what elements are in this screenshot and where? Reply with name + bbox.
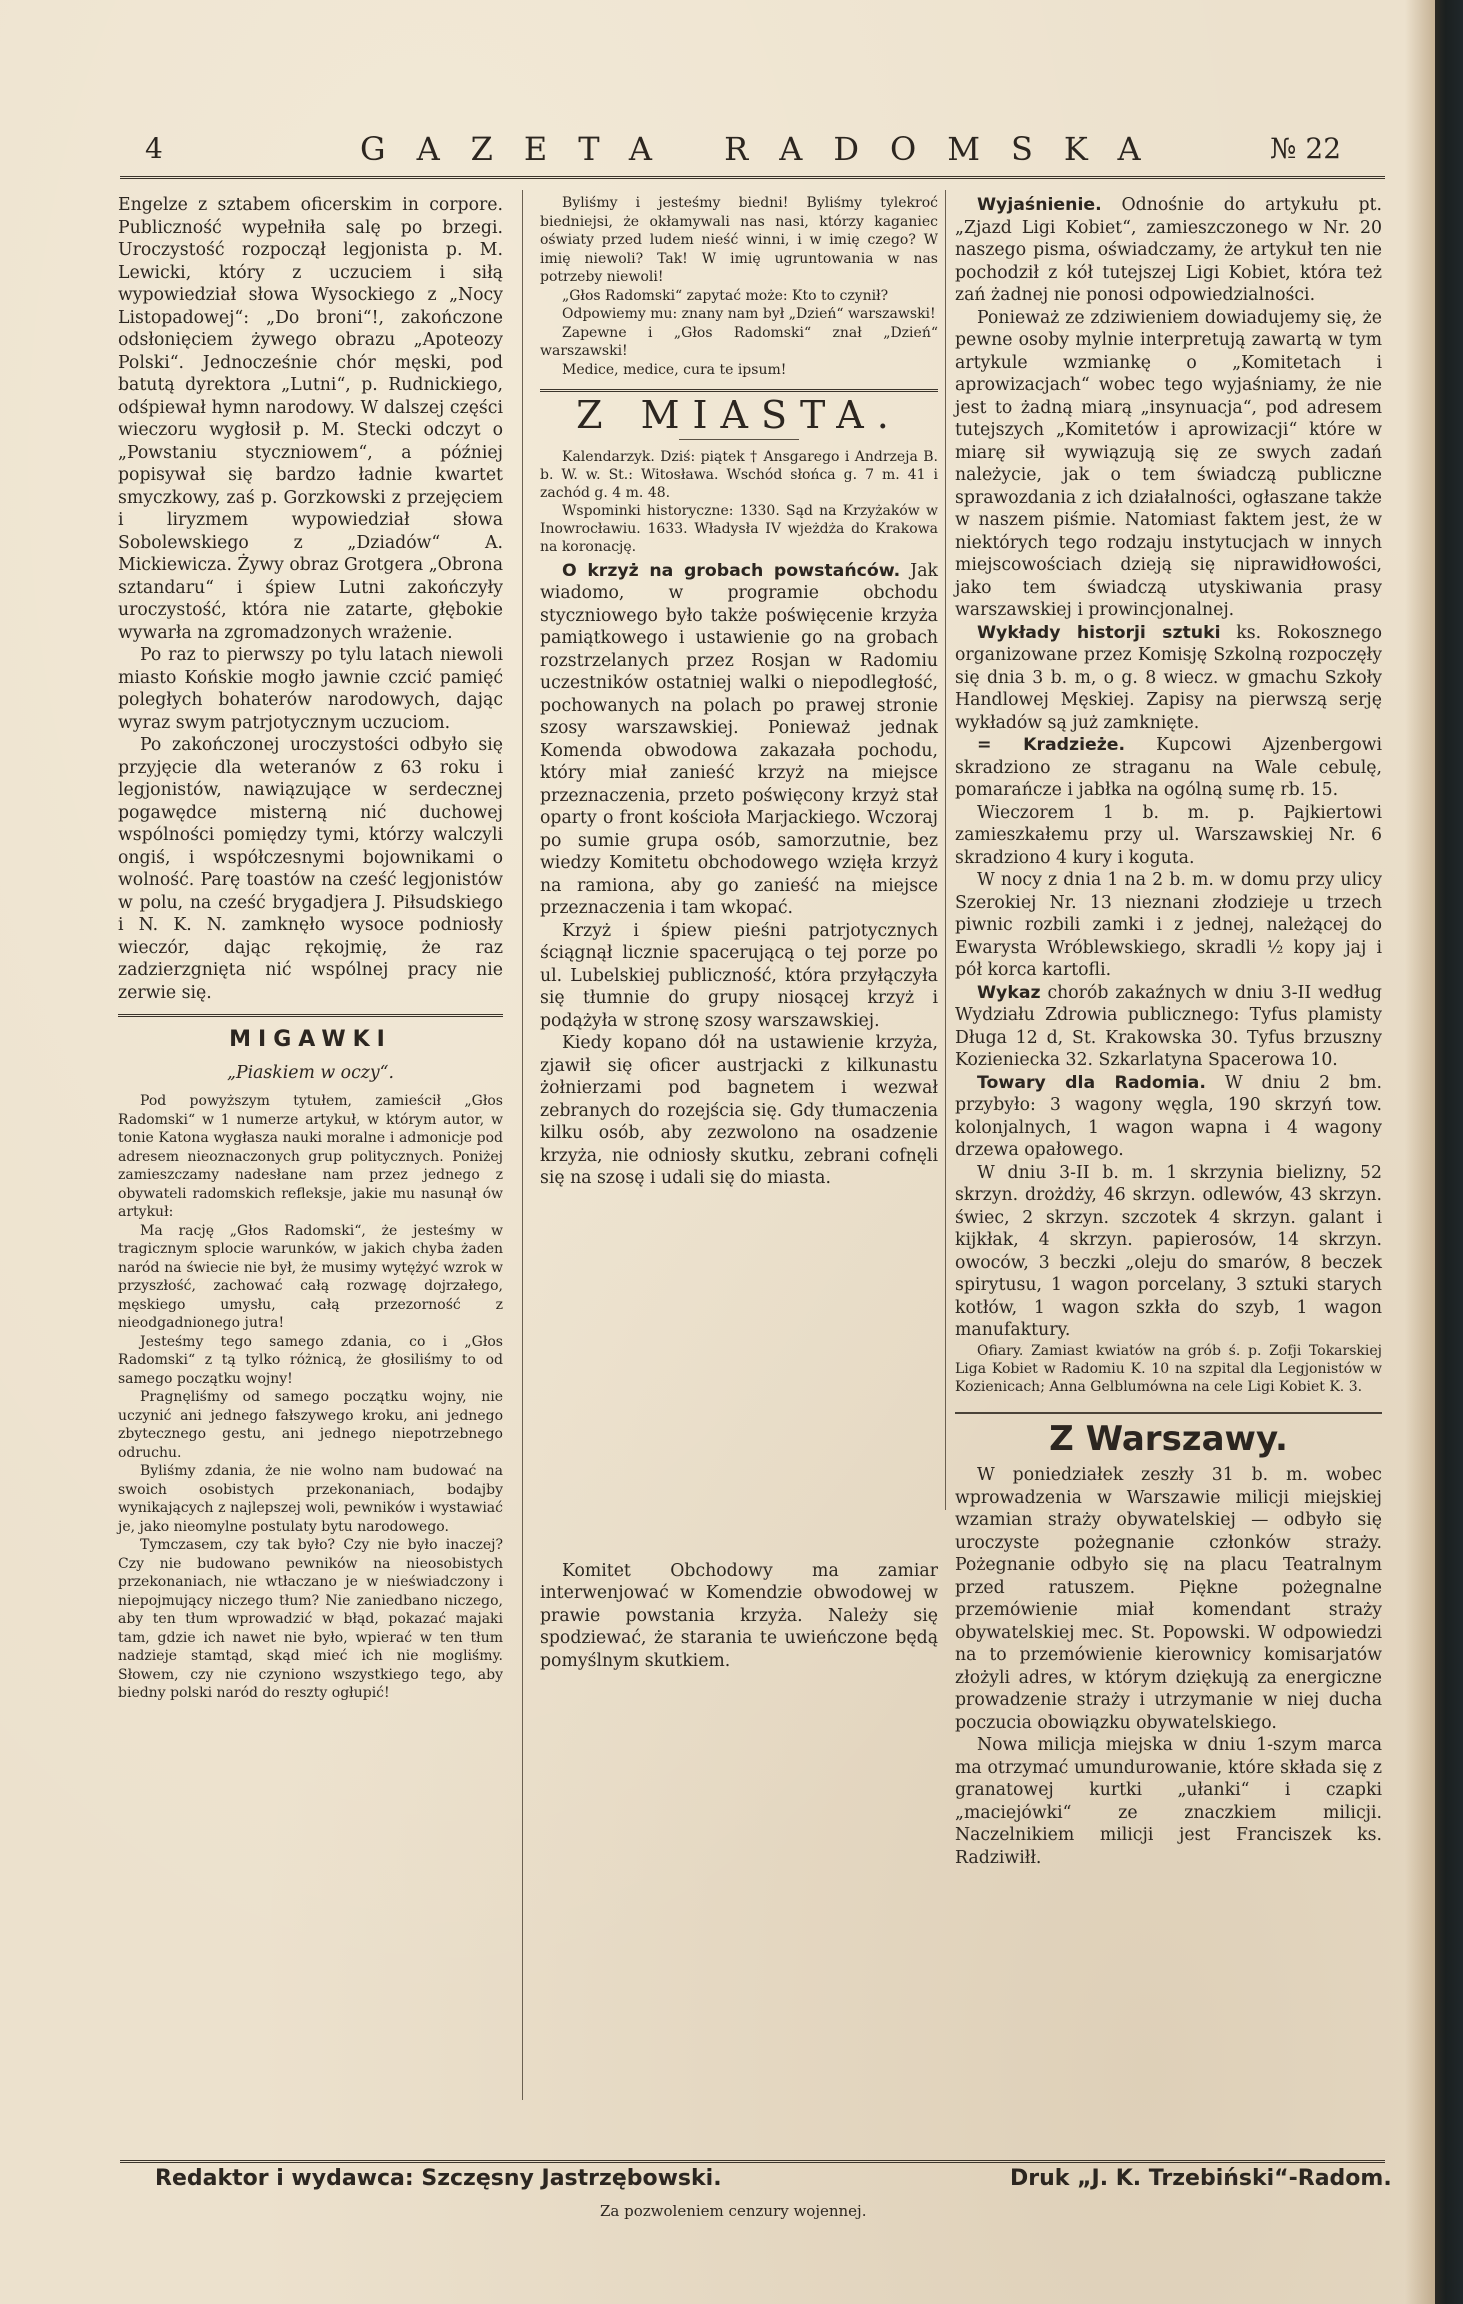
paragraph: W dniu 2 bm. przybyło: 3 wagony węgla, 190 skrzyń tow. kolonjalnych, 1 wagon wapna i 4 wagony drzewa opałowego.: [955, 1072, 1383, 1160]
paragraph: Tymczasem, czy tak było? Czy nie było inaczej? Czy nie budowano pewników na nieosobistych przekonaniach, nie wtłaczano je w nieświadczony i niepojmujący niczego tłum? Nie zaniedbano niczego, aby ten tłum wprowadzić w błąd, pokazać majaki tam, gdzie ich nawet nie było, wpierać w ten tłum nadzieje stamtąd, skąd mieć ich nie mogliśmy. Słowem, czy nie czyniono wszystkiego tego, aby biedny polski naród do reszty ogłupić!: [118, 1537, 503, 1701]
header-rule: [120, 176, 1385, 179]
paragraph: Krzyż i śpiew pieśni patrjotycznych ściągnął licznie spacerującą o tej porze po ul. Lubelskiej publiczność, która przyłączyła się tłumnie do grupy niosącej krzyż i podążyła w stronę szosy warszawskiej.: [540, 920, 938, 1031]
section-rule: [118, 1014, 503, 1017]
paragraph: ks. Rokosznego organizowane przez Komisję Szkolną rozpoczęły się dnia 3 b. m, o g. 8 wiecz. w gmachu Szkoły Handlowej Męskiej. Zapisy na pierwszą serję wykładów są już zamknięte.: [955, 622, 1383, 733]
paragraph: Po raz to pierwszy po tylu latach niewoli miasto Końskie mogło jawnie czcić pamięć poległych bohaterów narodowych, dając wyraz swym patrjotycznym uczuciom.: [118, 645, 503, 733]
paragraph: Po zakończonej uroczystości odbyło się przyjęcie dla weteranów z 63 roku i legjonistów, nawiązujące w serdecznej pogawędce misterną nić duchowej wspólności pomiędzy tymi, którzy walczyli ongiś, i współczesnymi bojownikami o wolność. Parę toastów na cześć legjonistów w polu, na cześć brygadjera J. Piłsudskiego i N. K. N. zamknęło wysoce podniosły wieczór, dając rękojmię, że raz zadzierzgnięta nić wspólnej pracy nie zerwie się.: [118, 735, 503, 1003]
short-rule: [679, 439, 799, 440]
footer-rule: [120, 2160, 1385, 2163]
paragraph: Byliśmy zdania, że nie wolno nam budować na swoich osobistych przekonaniach, bodajby wynikających z najlepszej woli, pewników i wystawiać je, jako nieomylne postulaty bytu narodowego.: [118, 1463, 503, 1535]
page-edge-shadow: [1405, 0, 1435, 2304]
paragraph: Odnośnie do artykułu pt. „Zjazd Ligi Kobiet“, zamieszczonego w Nr. 20 naszego pisma, oświadczamy, że artykuł ten nie pochodził z kół tutejszej Ligi Kobiet, która też zań żadnej nie ponosi odpowiedzialności.: [955, 195, 1382, 305]
article-lead: Wykaz: [977, 982, 1041, 1003]
paragraph: Byliśmy i jesteśmy biedni! Byliśmy tylekroć biedniejsi, że okłamywali nas nasi, którzy kaganiec oświaty przed ludem nieść winni, i w imię czego? W imię niewoli? Tak! W imię ugruntowania w nas potrzeby niewoli!: [540, 195, 938, 285]
paragraph: W dniu 3-II b. m. 1 skrzynia bielizny, 52 skrzyn. drożdży, 46 skrzyn. odlewów, 43 skrzyn. świec, 2 skrzyn. szczotek 4 skrzyn. galant i kijkłak, 4 skrzyn. papierosów, 14 skrzyn. owoców, 3 beczki „oleju do smarów, 8 beczek spirytusu, 1 wagon porcelany, 3 sztuki starych kotłów, 1 wagon szkła do szyb, 1 wagon manufaktury.: [955, 1162, 1382, 1340]
blank-space: [540, 1190, 938, 1560]
wspominki: Wspominki historyczne: 1330. Sąd na Krzyżaków w Inowrocławiu. 1633. Władysła IV wjeżdża do Krakowa na koronację.: [540, 502, 938, 555]
editor-credit: Redaktor i wydawca: Szczęsny Jastrzębowski.: [155, 2166, 722, 2191]
paragraph: „Głos Radomski“ zapytać może: Kto to czynił?: [562, 287, 889, 304]
paragraph: Pragnęliśmy od samego początku wojny, nie uczynić ani jednego fałszywego kroku, ani jednego zbytecznego gestu, ani jednego niepotrzebnego odruchu.: [118, 1389, 503, 1461]
censorship-note: Za pozwoleniem cenzury wojennej.: [600, 2202, 867, 2220]
paragraph: Odpowiemy mu: znany nam był „Dzień“ warszawski!: [562, 306, 936, 322]
section-title: Z MIASTA.: [576, 393, 902, 437]
paragraph: Wieczorem 1 b. m. p. Pajkiertowi zamieszkałemu przy ul. Warszawskiej Nr. 6 skradziono 4 kury i koguta.: [955, 802, 1382, 868]
paragraph: Kupcowi Ajzenbergowi skradziono ze straganu na Wale cebulę, pomarańcze i jabłka na ogólną sumę rb. 15.: [955, 735, 1382, 800]
paragraph: Engelze z sztabem oficerskim in corpore. Publiczność wypełniła salę po brzegi. Uroczystość rozpoczął legjonista p. M. Lewicki, który z uczuciem i siłą wypowiedział słowa Wysockiego z „Nocy Listopadowej“: „Do broni“!, zakończone odsłonięciem żywego obrazu „Apoteozy Polski“. Jednocześnie chór męski, pod batutą dyrektora „Lutni“, p. Rudnickiego, odśpiewał hymn narodowy. W dalszej części wieczoru wygłosił p. M. Stecki odczyt o „Powstaniu styczniowem“, a później popisywał się bardzo ładnie kwartet smyczkowy, zaś p. Gorzkowski z przejęciem i liryzmem wypowiedział słowa Sobolewskiego z „Dziadów“ A. Mickiewicza. Żywy obraz Grotgera „Obrona sztandaru“ i śpiew Lutni zakończyły uroczystość, która nie zatarte, głębokie wywarła na zgromadzonych wrażenie.: [118, 195, 504, 643]
paragraph: Ponieważ ze zdziwieniem dowiadujemy się, że pewne osoby mylnie interpretują zawartą w tym artykule wzmiankę o „Komitetach i aprowizacjach“ wobec tego wyjaśniamy, że nie jest to żadną miarą „insynuacja“, pod adresem tutejszych „Komitetów i aprowizacji“ które w miarę sił wywiązują się ze swych zadań należycie, jak o tem świadczą publiczne sprawozdania z ich działalności, ogłaszane także w naszem piśmie. Natomiast faktem jest, że w niektórych tego rodzaju instytucjach w innych miejscowościach dzieją się niprawidłowości, jako tem świadczą utyskiwania prasy warszawskiej i prowincjonalnej.: [955, 307, 1382, 620]
column-divider-2: [945, 190, 946, 1510]
paragraph: Jesteśmy tego samego zdania, co i „Głos Radomski“ z tą tylko różnicą, że głosiliśmy to od samego początku wojny!: [118, 1333, 503, 1387]
migawki-heading: MIGAWKI: [229, 1027, 392, 1052]
masthead-title: GAZETA RADOMSKA: [360, 130, 1172, 168]
paragraph: W nocy z dnia 1 na 2 b. m. w domu przy ulicy Szerokiej Nr. 13 nieznani złodzieje u trzech piwnic rozbili zamki i z jednej, należącej do Ewarysta Wróblewskiego, skradli ½ kopy jaj i pół korca kartofli.: [955, 870, 1382, 980]
article-lead: Wykłady historji sztuki: [977, 622, 1221, 643]
issue-number: № 22: [1270, 132, 1342, 165]
paragraph: Komitet Obchodowy ma zamiar interwenjować w Komendzie obwodowej w prawie powstania krzyża. Należy się spodziewać, że starania te uwieńczone będą pomyślnym skutkiem.: [540, 1560, 938, 1671]
column-divider-1: [522, 190, 523, 2100]
paragraph: Zapewne i „Głos Radomski“ znał „Dzień“ warszawski!: [540, 324, 938, 359]
paragraph: Kiedy kopano dół na ustawienie krzyża, zjawił się oficer austrjacki z kilkunastu żołnierzami pod bagnetem i wezwał zebranych do rozejścia się. Gdy tłumaczenia kilku osób, aby zezwolono na osadzenie krzyża, nie odniosły skutku, zebrani cofnęli się na szosę i udali się do miasta.: [540, 1033, 938, 1188]
paragraph: Jak wiadomo, w programie obchodu styczniowego było także poświęcenie krzyża pamiątkowego i ustawienie go na grobach rozstrzelanych przez Rosjan w Radomiu uczestników ostatniej walki o niepodległość, pochowanych na polach po prawej stronie szosy warszawskiej. Ponieważ jednak Komenda obwodowa zakazała pochodu, który miał zanieść krzyż na miejsce przeznaczenia, przeto poświęcony krzyż stał oparty o front kościoła Marjackiego. Wczoraj po sumie grupa osób, samorzutnie, bez wiedzy Komitetu obchodowego wzięła krzyż na ramiona, aby go zanieść na miejsce przeznaczenia i tam wkopać.: [540, 560, 938, 918]
section-title: Z Warszawy.: [1049, 1418, 1288, 1459]
kalendarzyk: Kalendarzyk. Dziś: piątek † Ansgarego i Andrzeja B. b. W. w. St.: Witosława. Wschód słońca g. 7 m. 41 i zachód g. 4 m. 48.: [540, 448, 938, 501]
column-1: [118, 194, 503, 1703]
article-subtitle: „Piaskiem w oczy“.: [227, 1062, 394, 1083]
paragraph: Pod powyższym tytułem, zamieścił „Głos Radomski“ w 1 numerze artykuł, w którym autor, w tonie Katona wygłasza nauki moralne i admonicje pod adresem nieoznaczonych grup politycznych. Poniżej zamieszczamy nadesłane nam przez jednego z obywateli radomskich refleksje, jakie mu nasunął ów artykuł:: [118, 1093, 503, 1220]
page-number: 4: [145, 132, 163, 165]
column-3: [955, 194, 1382, 1869]
ofiary: Ofiary. Zamiast kwiatów na grób ś. p. Zofji Tokarskiej Liga Kobiet w Radomiu K. 10 na szpital dla Legjonistów w Kozienicach; Anna Gelblumówna na cele Ligi Kobiet K. 3.: [955, 1342, 1382, 1395]
paragraph: Medice, medice, cura te ipsum!: [562, 361, 787, 378]
article-lead: Towary dla Radomia.: [977, 1072, 1206, 1093]
article-heading: O krzyż na grobach powstańców.: [562, 560, 901, 581]
column-2: [540, 194, 938, 1672]
paragraph: W poniedziałek zeszły 31 b. m. wobec wprowadzenia w Warszawie milicji miejskiej wzamian straży obywatelskiej — odbyło się uroczyste pożegnanie członków straży. Pożegnanie odbyło się na placu Teatralnym przed ratuszem. Piękne pożegnalne przemówienie miał komendant straży obywatelskiej mec. St. Popowski. W odpowiedzi na to przemówienie kierownicy komisarjatów złożyli adres, w którym dziękują za energiczne prowadzenie straży i utrzymanie w niej ducha poczucia obowiązku obywatelskiego.: [955, 1465, 1382, 1733]
page-header: [0, 128, 1435, 172]
paragraph: Ma rację „Głos Radomski“, że jesteśmy w tragicznym splocie warunków, w jakich chyba żaden naród na świecie nie był, że musimy wytężyć wzrok w przyszłość, zachować całą rozwagę dojrzałego, męskiego umysłu, całą przezorność z nieodgadnionego jutra!: [118, 1222, 503, 1331]
section-rule: [955, 1412, 1382, 1414]
paragraph: Nowa milicja miejska w dniu 1-szym marca ma otrzymać umundurowanie, które składa się z granatowej kurtki „ułanki“ i czapki „maciejówki“ ze znaczkiem milicji. Naczelnikiem milicji jest Franciszek ks. Radziwiłł.: [955, 1735, 1382, 1868]
article-lead: Wyjaśnienie.: [977, 195, 1102, 215]
article-lead: = Kradzieże.: [977, 735, 1126, 755]
printer-credit: Druk „J. K. Trzebiński“-Radom.: [1010, 2166, 1392, 2191]
paragraph: chorób zakaźnych w dniu 3-II według Wydziału Zdrowia publicznego: Tyfus plamisty Długa 12 d, St. Krakowska 30. Tyfus brzuszny Kozieniecka 32. Szkarlatyna Spacerowa 10.: [955, 982, 1382, 1070]
section-rule: [540, 389, 938, 392]
